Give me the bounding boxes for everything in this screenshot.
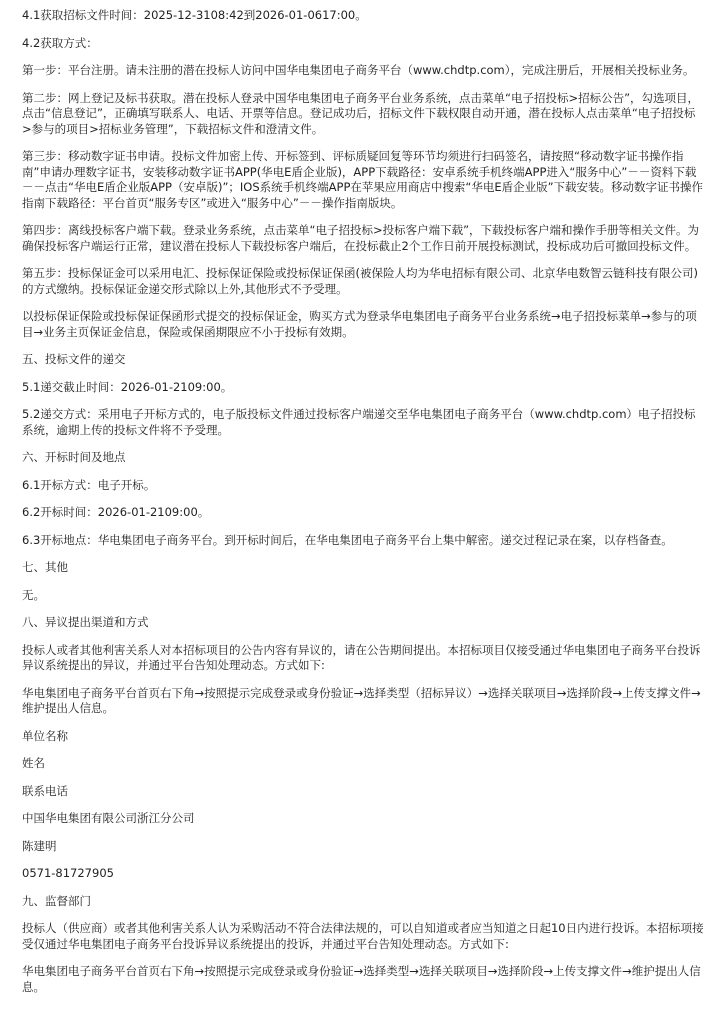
section-4-1-time: 4.1获取招标文件时间：2025-12-3108:42到2026-01-0617:00。 xyxy=(22,8,367,22)
step-1-register: 第一步：平台注册。请未注册的潜在投标人访问中国华电集团电子商务平台（www.chdtp.com），完成注册后，开展相关投标业务。 xyxy=(22,63,695,77)
objection-intro: 投标人或者其他利害关系人对本招标项目的公告内容有异议的，请在公告期间提出。本招标项目仅接受通过华电集团电子商务平台投诉异议系统提出的异议，并通过平台告知处理动态。方式如下: xyxy=(22,642,701,672)
section-9-heading: 九、监督部门 xyxy=(22,893,91,908)
complaint-intro: 投标人（供应商）或者其他利害关系人认为采购活动不符合法律法规的，可以自知道或者应当知道之日起10日内进行投诉。本招标项接受仅通过华电集团电子商务平台投诉异议系统提出的投诉，并通过平台告知处理动态。方式如下: xyxy=(22,921,704,951)
section-6-1-method: 6.1开标方式：电子开标。 xyxy=(22,477,156,492)
step-5-deposit: 第五步：投标保证金可以采用电汇、投标保证保险或投标保证保函(被保险人均为华电招标有限公司、北京华电数智云链科技有限公司)的方式缴纳。投标保证金递交形式除以上外,其他形式不予受理。 xyxy=(22,266,698,296)
section-6-2-time: 6.2开标时间：2026-01-2109:00。 xyxy=(22,505,210,519)
contact-name-label: 姓名 xyxy=(22,756,45,770)
objection-steps: 华电集团电子商务平台首页右下角→按照提示完成登录或身份验证→选择类型（招标异议）→选择关联项目→选择阶段→上传支撑文件→维护提出人信息。 xyxy=(22,685,701,715)
contact-unit-label: 单位名称 xyxy=(22,728,68,743)
section-5-2-method: 5.2递交方式：采用电子开标方式的，电子版投标文件通过投标客户端递交至华电集团电子商务平台（www.chdtp.com）电子招投标系统，逾期上传的投标文件将不予受理。 xyxy=(22,407,696,437)
contact-name-value: 陈建明 xyxy=(22,838,57,853)
section-5-1-deadline: 5.1递交截止时间：2026-01-2109:00。 xyxy=(22,379,233,394)
section-6-3-location: 6.3开标地点：华电集团电子商务平台。到开标时间后，在华电集团电子商务平台上集中解密。递交过程记录在案，以存档备查。 xyxy=(22,532,673,547)
step-2-download: 第二步：网上登记及标书获取。潜在投标人登录中国华电集团电子商务平台业务系统，点击菜单“电子招投标>招标公告”，勾选项目，点击“信息登记”，正确填写联系人、电话、开票等信息。登记成功后，招标文件下载权限自动开通，潜在投标人点击菜单“电子招投标>参与的项目>招标业务管理”，下载招标文件和澄清文件。 xyxy=(22,90,700,136)
contact-phone-label: 联系电话 xyxy=(22,783,68,798)
contact-phone-value: 0571-81727905 xyxy=(22,866,114,880)
section-5-heading: 五、投标文件的递交 xyxy=(22,352,126,366)
section-7-content: 无。 xyxy=(22,587,45,602)
contact-unit-value: 中国华电集团有限公司浙江分公司 xyxy=(22,811,195,825)
complaint-steps: 华电集团电子商务平台首页右下角→按照提示完成登录或身份验证→选择类型→选择关联项目→选择阶段→上传支撑文件→维护提出人信息。 xyxy=(22,964,701,994)
section-7-heading: 七、其他 xyxy=(22,560,68,574)
section-8-heading: 八、异议提出渠道和方式 xyxy=(22,615,149,629)
section-6-heading: 六、开标时间及地点 xyxy=(22,450,126,464)
deposit-insurance-note: 以投标保证保险或投标保证保函形式提交的投标保证金，购买方式为登录华电集团电子商务平台业务系统→电子招投标菜单→参与的项目→业务主页保证金信息，保险或保函期限应不小于投标有效期。 xyxy=(22,309,697,339)
step-4-client: 第四步：离线投标客户端下载。登录业务系统，点击菜单“电子招投标>投标客户端下载”，下载投标客户端和操作手册等相关文件。为确保投标客户端运行正常，建议潜在投标人下载投标客户端后，在投标截止2个工作日前开展投标测试，投标成功后可撤回投标文件。 xyxy=(22,223,700,253)
section-4-2-heading: 4.2获取方式： xyxy=(22,35,98,50)
step-3-certificate: 第三步：移动数字证书申请。投标文件加密上传、开标签到、评标质疑回复等环节均须进行扫码签名，请按照“移动数字证书操作指南”申请办理数字证书，安装移动数字证书APP(华电E盾企业版)，APP下载路径：安卓系统手机终端APP进入“服务中心”－－资料下载－－点击“华电E盾企业版APP（安卓版)”；IOS系统手机终端APP在苹果应用商店中搜索“华电E盾企业版”下载安装。移动数字证书操作指南下载路径：平台首页“服务专区”或进入“服务中心”－－操作指南版块。 xyxy=(22,149,704,210)
